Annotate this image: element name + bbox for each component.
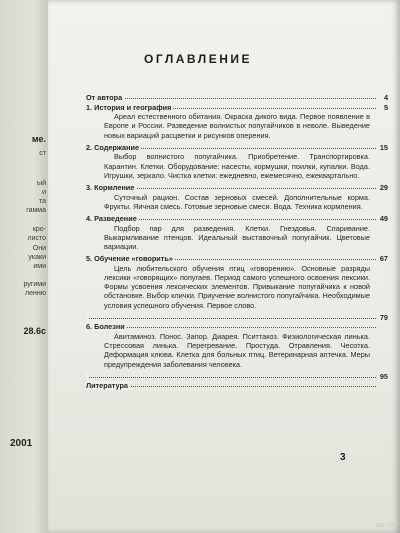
toc-entry-title: Литература (86, 381, 128, 391)
toc-entry-title: 1. История и география (86, 102, 172, 112)
watermark: au.ru (375, 520, 394, 529)
page-title: ОГЛАВЛЕНИЕ (143, 52, 252, 66)
toc-entry-description: Авитаминоз. Понос. Запор. Диарея. Пситтакоз. Физиологическая линька. Стрессовая линька. Перегревание. Простуда. Отравления. Чесотка. Деформация клюва. Клетка для больных птиц. Ветеринарная аптечка. Меры предупреждения заболевания человека. (104, 332, 370, 369)
left-page-fragment: листо (27, 235, 46, 242)
left-page-fragment: ме. (31, 134, 46, 144)
left-page-fragment: укаки (28, 254, 46, 261)
toc-entry-title: 5. Обучение «говорить» (86, 254, 173, 264)
toc-entry-title: 4. Разведение (86, 214, 137, 223)
toc-entry-page: 49 (379, 214, 388, 223)
toc-entry (86, 93, 388, 103)
left-page-price: 28.6с (23, 326, 46, 336)
leader-dots (86, 327, 376, 328)
leader-dots (86, 98, 376, 99)
toc-entry-title: 3. Кормление (86, 183, 135, 192)
toc-entry-title: 6. Болезни (86, 322, 125, 332)
toc-entry-page: 67 (379, 254, 388, 264)
toc-entry (86, 381, 388, 391)
toc-entry (86, 143, 388, 153)
toc-entry-page: 95 (379, 371, 388, 381)
left-page-fragment: ругими (23, 281, 46, 288)
toc-entry (86, 183, 388, 193)
left-page-edge (0, 0, 48, 533)
toc-entry-title (86, 372, 88, 381)
toc-entry (86, 214, 388, 224)
toc-entry-description: Суточный рацион. Состав зерновых смесей. Дополнительные корма. Фрукты. Яичная смесь. Готовые зерновые смеси. Вода. Техника кормления. (104, 192, 370, 211)
left-page-fragment: и (42, 189, 46, 196)
toc-entry-title: 2. Содержание (86, 142, 140, 152)
page-number: 3 (340, 452, 346, 463)
left-page-fragment: ый (37, 180, 46, 187)
left-page-fragment: ленню (25, 290, 46, 297)
toc-entry-page: 29 (379, 183, 388, 192)
toc-entry-description: Ареал естественного обитания. Окраска дикого вида. Первое появление в Европе и России. Разведение волнистых попугайчиков в неволе. Выведение новых вариаций расцветки и рисунков оперения. (104, 112, 370, 140)
toc-entry (86, 322, 388, 332)
left-page-fragment: Они (32, 245, 46, 252)
toc-entry (86, 313, 388, 323)
left-page-fragment: кро- (32, 226, 46, 233)
leader-dots (86, 318, 376, 319)
left-page-fragment: та (38, 198, 46, 205)
toc-entry-title (86, 313, 88, 322)
left-page-fragment: ст (39, 150, 46, 157)
toc-entry (86, 372, 388, 382)
toc-entry (86, 254, 388, 264)
toc-entry-page: 4 (383, 93, 388, 102)
toc-entry-page: 15 (379, 142, 388, 152)
toc-entry-page: 79 (379, 312, 388, 322)
toc-entry-description: Цель любительского обучения птиц «говорению». Основные разряды лексики «говорящих» попугаев. Период самого успешного освоения лексики. Формы усвоения лексических элементов. Привыкание попугайчика к новой обстановке. Выбор клички. Приучение волнистого попугайчика. Необходимые условия успешного обучения. Первое слово. (104, 263, 370, 310)
toc-entry-description: Выбор волнистого попугайчика. Приобретение. Транспортировка. Карантин. Клетки. Оборудование: насесты, кормушки, поилки, купалки. Вода. Игрушки, зеркало. Чистка клетки: ежедневно, ежемесячно, ежеквартально. (104, 152, 370, 180)
toc-entry-page: 5 (383, 102, 388, 112)
toc-entry-title: От автора (86, 93, 123, 102)
left-page-year: 2001 (10, 438, 33, 449)
toc-entry (86, 103, 388, 113)
left-page-fragment: гамма (26, 207, 46, 214)
leader-dots (86, 377, 376, 378)
table-of-contents (86, 93, 388, 391)
toc-entry-description: Подбор пар для разведения. Клетки. Гнездовья. Спаривание. Выкармливание птенцов. Идеальный выставочный попугайчик. Цветовые вариации. (104, 223, 370, 251)
contents-page (48, 0, 400, 533)
left-page-fragment: ими (33, 263, 46, 270)
